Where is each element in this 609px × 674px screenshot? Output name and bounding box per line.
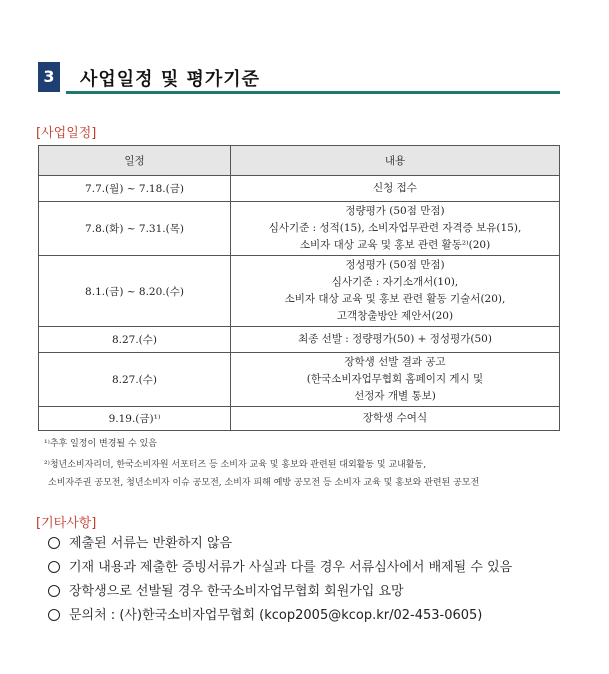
- section-title: 사업일정 및 평가기준: [80, 69, 261, 90]
- footnote-1: ¹⁾추후 일정이 변경될 수 있음: [44, 439, 157, 449]
- row-date: 9.19.(금)¹⁾: [39, 407, 231, 431]
- row-date: 7.8.(화) ~ 7.31.(목): [39, 202, 231, 256]
- content-line: 소비자 대상 교육 및 홍보 관련 활동²⁾(20): [299, 239, 491, 251]
- content-line: 심사기준 : 성적(15), 소비자업무관련 자격증 보유(15),: [268, 222, 522, 234]
- table-row: [39, 256, 560, 327]
- content-line: 선정자 개별 통보): [354, 390, 436, 402]
- list-item: [48, 604, 512, 628]
- content-line: 정량평가 (50점 만점): [345, 205, 445, 217]
- row-content: [231, 176, 560, 202]
- row-date: 8.1.(금) ~ 8.20.(수): [39, 256, 231, 327]
- row-date: 7.7.(월) ~ 7.18.(금): [39, 176, 231, 202]
- content-line: 장학생 수여식: [362, 412, 428, 424]
- content-line: 장학생 선발 결과 공고: [344, 356, 446, 368]
- list-item: [48, 532, 512, 556]
- content-line: 고객창출방안 제안서(20): [336, 310, 454, 322]
- section-header: [38, 62, 560, 94]
- row-content: [231, 353, 560, 407]
- footnote-2: [44, 456, 479, 492]
- list-item-text: 장학생으로 선발될 경우 한국소비자업무협회 회원가입 요망: [69, 584, 404, 599]
- footnote-2-line2: 소비자주권 공모전, 청년소비자 이슈 공모전, 소비자 피해 예방 공모전 등 소비자 교육 및 홍보와 관련된 공모전: [48, 478, 480, 488]
- table-row: [39, 176, 560, 202]
- list-item-text: 기재 내용과 제출한 증빙서류가 사실과 다를 경우 서류심사에서 배제될 수 있음: [69, 560, 513, 575]
- content-line: 소비자 대상 교육 및 홍보 관련 활동 기술서(20),: [284, 293, 506, 305]
- footnote-2-line1: ²⁾청년소비자리더, 한국소비자원 서포터즈 등 소비자 교육 및 홍보와 관련된 대외활동 및 교내활동,: [44, 460, 427, 470]
- content-line: 최종 선발 : 정량평가(50) + 정성평가(50): [298, 333, 492, 345]
- section-underline: [66, 91, 560, 94]
- etc-list: [48, 532, 512, 628]
- row-date: 8.27.(수): [39, 353, 231, 407]
- list-item: [48, 580, 512, 604]
- row-date: 8.27.(수): [39, 327, 231, 353]
- header-date: 일정: [39, 146, 231, 176]
- list-item-text: 문의처 : (사)한국소비자업무협회 (kcop2005@kcop.kr/02-453-0605): [69, 608, 483, 623]
- etc-label: [기타사항]: [36, 516, 97, 531]
- content-line: 신청 접수: [373, 182, 417, 194]
- table-row: [39, 407, 560, 431]
- table-row: [39, 327, 560, 353]
- header-content: 내용: [231, 146, 560, 176]
- content-line: 정성평가 (50점 만점): [345, 259, 445, 271]
- list-item-text: 제출된 서류는 반환하지 않음: [69, 536, 233, 551]
- circle-bullet-icon: [48, 585, 60, 597]
- content-line: 심사기준 : 자기소개서(10),: [331, 276, 459, 288]
- section-number: 3: [38, 62, 60, 92]
- list-item: [48, 556, 512, 580]
- row-content: [231, 407, 560, 431]
- row-content: [231, 256, 560, 327]
- content-line: (한국소비자업무협회 홈페이지 게시 및: [306, 373, 484, 385]
- table-header-row: [39, 146, 560, 176]
- circle-bullet-icon: [48, 609, 60, 621]
- row-content: [231, 327, 560, 353]
- row-content: [231, 202, 560, 256]
- table-row: [39, 202, 560, 256]
- circle-bullet-icon: [48, 537, 60, 549]
- schedule-label: [사업일정]: [36, 126, 97, 141]
- table-row: [39, 353, 560, 407]
- circle-bullet-icon: [48, 561, 60, 573]
- schedule-table: [38, 145, 560, 431]
